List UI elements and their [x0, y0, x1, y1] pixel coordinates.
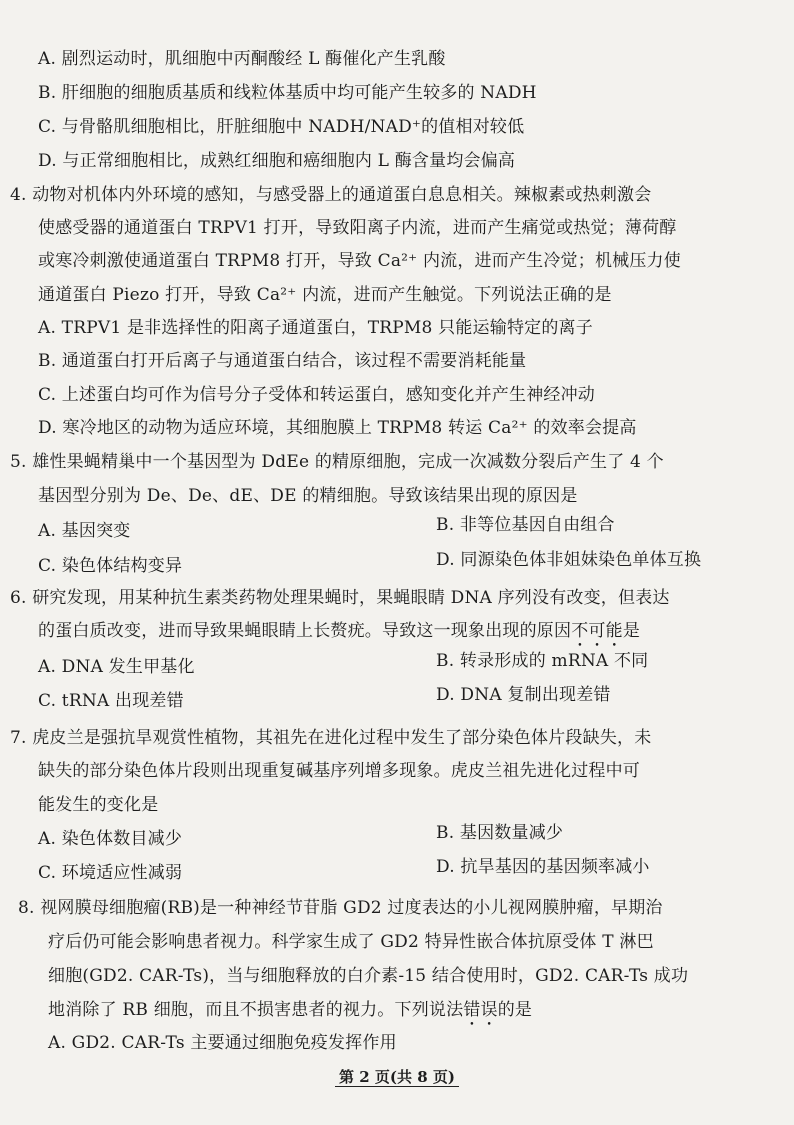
page-number: 第 2 页(共 8 页) — [335, 1068, 459, 1087]
q6-emphasis: 不可能 — [571, 621, 623, 641]
q7-option-b: B. 基因数量减少 — [436, 823, 564, 843]
q8-stem-line-2: 疗后仍可能会影响患者视力。科学家生成了 GD2 特异性嵌合体抗原受体 T 淋巴 — [48, 932, 654, 952]
q4-option-b: B. 通道蛋白打开后离子与通道蛋白结合，该过程不需要消耗能量 — [38, 351, 527, 371]
q5-stem-line-1: 5. 雄性果蝇精巢中一个基因型为 DdEe 的精原细胞，完成一次减数分裂后产生了 4 个 — [10, 452, 664, 472]
q6-option-b: B. 转录形成的 mRNA 不同 — [436, 651, 649, 671]
q7-option-a: A. 染色体数目减少 — [38, 829, 183, 849]
q6-option-d: D. DNA 复制出现差错 — [436, 685, 611, 705]
q7-stem-line-1: 7. 虎皮兰是强抗旱观赏性植物，其祖先在进化过程中发生了部分染色体片段缺失，未 — [10, 728, 652, 748]
q7-stem-line-2: 缺失的部分染色体片段则出现重复碱基序列增多现象。虎皮兰祖先进化过程中可 — [38, 761, 640, 781]
q3-option-c: C. 与骨骼肌细胞相比，肝脏细胞中 NADH/NAD⁺的值相对较低 — [38, 117, 525, 137]
q3-option-d: D. 与正常细胞相比，成熟红细胞和癌细胞内 L 酶含量均会偏高 — [38, 151, 516, 171]
q7-stem-line-3: 能发生的变化是 — [38, 795, 159, 815]
q8-option-a: A. GD2. CAR-Ts 主要通过细胞免疫发挥作用 — [48, 1033, 397, 1053]
q4-stem-line-3: 或寒冷刺激使通道蛋白 TRPM8 打开，导致 Ca²⁺ 内流，进而产生冷觉；机械压力使 — [38, 251, 681, 271]
page-footer — [0, 1066, 794, 1087]
q7-option-d: D. 抗旱基因的基因频率减小 — [436, 857, 650, 877]
q4-stem-line-4: 通道蛋白 Piezo 打开，导致 Ca²⁺ 内流，进而产生触觉。下列说法正确的是 — [38, 285, 612, 305]
q5-option-c: C. 染色体结构变异 — [38, 556, 183, 576]
q6-stem-end: 是 — [622, 621, 641, 641]
q4-stem-line-2: 使感受器的通道蛋白 TRPV1 打开，导致阳离子内流，进而产生痛觉或热觉；薄荷醇 — [38, 218, 677, 238]
q4-stem-line-1: 4. 动物对机体内外环境的感知，与感受器上的通道蛋白息息相关。辣椒素或热刺激会 — [10, 185, 652, 205]
q4-option-d: D. 寒冷地区的动物为适应环境，其细胞膜上 TRPM8 转运 Ca²⁺ 的效率会提高 — [38, 418, 637, 438]
q3-option-b: B. 肝细胞的细胞质基质和线粒体基质中均可能产生较多的 NADH — [38, 83, 537, 103]
q6-option-c: C. tRNA 出现差错 — [38, 691, 184, 711]
q8-emphasis: 错误 — [463, 1000, 498, 1020]
q8-stem-text: 地消除了 RB 细胞，而且不损害患者的视力。下列说法 — [48, 1000, 464, 1020]
q6-option-a: A. DNA 发生甲基化 — [38, 657, 195, 677]
q6-stem-line-1: 6. 研究发现，用某种抗生素类药物处理果蝇时，果蝇眼睛 DNA 序列没有改变，但表达 — [10, 588, 670, 608]
q4-option-a: A. TRPV1 是非选择性的阳离子通道蛋白，TRPM8 只能运输特定的离子 — [38, 318, 593, 338]
q5-option-b: B. 非等位基因自由组合 — [436, 515, 615, 535]
q5-option-d: D. 同源染色体非姐妹染色单体互换 — [436, 550, 702, 570]
q8-stem-end: 的是 — [497, 1000, 533, 1020]
q3-option-a: A. 剧烈运动时，肌细胞中丙酮酸经 L 酶催化产生乳酸 — [38, 49, 446, 69]
q6-stem-line-2 — [38, 620, 640, 651]
q7-option-c: C. 环境适应性减弱 — [38, 863, 183, 883]
q5-stem-line-2: 基因型分别为 De、De、dE、DE 的精细胞。导致该结果出现的原因是 — [38, 486, 578, 506]
q8-stem-line-3: 细胞(GD2. CAR-Ts)，当与细胞释放的白介素-15 结合使用时，GD2. CAR-Ts 成功 — [48, 966, 689, 986]
q4-option-c: C. 上述蛋白均可作为信号分子受体和转运蛋白，感知变化并产生神经冲动 — [38, 385, 596, 405]
q8-stem-line-1: 8. 视网膜母细胞瘤(RB)是一种神经节苷脂 GD2 过度表达的小儿视网膜肿瘤，早期治 — [18, 898, 663, 918]
q8-stem-line-4 — [48, 999, 532, 1030]
q6-stem-text: 的蛋白质改变，进而导致果蝇眼睛上长赘疣。导致这一现象出现的原因 — [38, 621, 572, 641]
q5-option-a: A. 基因突变 — [38, 521, 131, 541]
